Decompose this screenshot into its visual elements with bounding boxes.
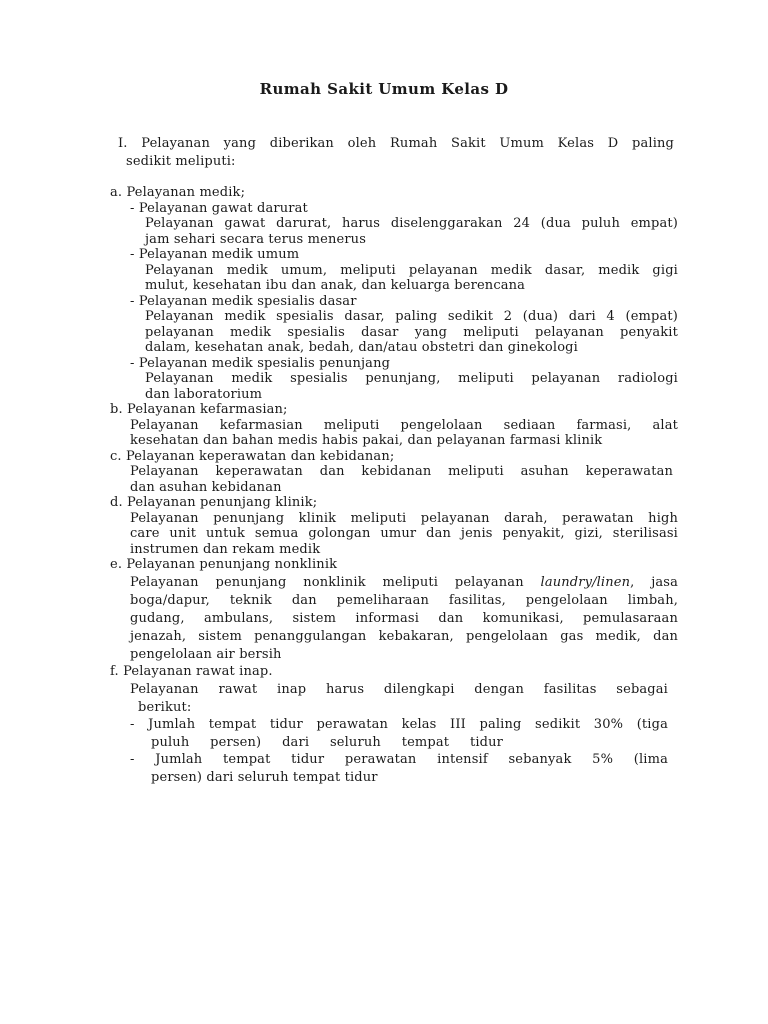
- item-e-text-2: boga/dapur, teknik dan pemeliharaan fasilitas, pengelolaan limbah,: [130, 593, 678, 608]
- item-a-sub-2-text-1: Pelayanan medik umum, meliputi pelayanan medik dasar, medik gigi: [145, 263, 678, 278]
- item-b-text-2: kesehatan dan bahan medis habis pakai, dan pelayanan farmasi klinik: [130, 433, 603, 448]
- item-f-bullet-1-line-2: puluh persen) dari seluruh tempat tidur: [151, 735, 503, 750]
- item-f-bullet-2-line-2: persen) dari seluruh tempat tidur: [151, 770, 378, 785]
- item-a-heading: a. Pelayanan medik;: [110, 185, 246, 200]
- item-f-bullet-1-line-1: - Jumlah tempat tidur perawatan kelas III paling sedikit 30% (tiga: [130, 717, 668, 732]
- item-c-text-2: dan asuhan kebidanan: [130, 480, 282, 495]
- item-a-sub-1-heading: - Pelayanan gawat darurat: [130, 201, 308, 216]
- intro-line-1: I. Pelayanan yang diberikan oleh Rumah Sakit Umum Kelas D paling: [118, 136, 674, 151]
- intro-line-2: sedikit meliputi:: [126, 154, 236, 169]
- item-e-text-3: gudang, ambulans, sistem informasi dan komunikasi, pemulasaraan: [130, 611, 678, 626]
- item-d-text-2: care unit untuk semua golongan umur dan jenis penyakit, gizi, sterilisasi: [130, 526, 678, 541]
- item-e-heading: e. Pelayanan penunjang nonklinik: [110, 557, 338, 572]
- item-e-text-5: pengelolaan air bersih: [130, 647, 282, 662]
- item-a-sub-1-text-1: Pelayanan gawat darurat, harus diselenggarakan 24 (dua puluh empat): [145, 216, 678, 231]
- item-a-sub-3-text-2: pelayanan medik spesialis dasar yang meliputi pelayanan penyakit: [145, 325, 678, 340]
- item-a-sub-4-text-1: Pelayanan medik spesialis penunjang, meliputi pelayanan radiologi: [145, 371, 678, 386]
- item-f-text-1: Pelayanan rawat inap harus dilengkapi dengan fasilitas sebagai: [130, 682, 668, 697]
- item-a-sub-3-heading: - Pelayanan medik spesialis dasar: [130, 294, 357, 309]
- item-e-text-4: jenazah, sistem penanggulangan kebakaran, pengelolaan gas medik, dan: [130, 629, 678, 644]
- item-d-heading: d. Pelayanan penunjang klinik;: [110, 495, 318, 510]
- item-a-sub-3-text-3: dalam, kesehatan anak, bedah, dan/atau obstetri dan ginekologi: [145, 340, 578, 355]
- item-a-sub-4-heading: - Pelayanan medik spesialis penunjang: [130, 356, 391, 371]
- item-e-text-1: [130, 575, 678, 590]
- item-f-bullet-2-line-1: - Jumlah tempat tidur perawatan intensif sebanyak 5% (lima: [130, 752, 668, 767]
- item-d-text-1: Pelayanan penunjang klinik meliputi pelayanan darah, perawatan high: [130, 511, 678, 526]
- item-a-sub-2-text-2: mulut, kesehatan ibu dan anak, dan keluarga berencana: [145, 278, 526, 293]
- item-c-heading: c. Pelayanan keperawatan dan kebidanan;: [110, 449, 395, 464]
- item-b-heading: b. Pelayanan kefarmasian;: [110, 402, 288, 417]
- item-e-text-1-italic: laundry/linen: [540, 575, 631, 590]
- item-c-text-1: Pelayanan keperawatan dan kebidanan meliputi asuhan keperawatan: [130, 464, 673, 479]
- item-d-text-3: instrumen dan rekam medik: [130, 542, 321, 557]
- item-b-text-1: Pelayanan kefarmasian meliputi pengelolaan sediaan farmasi, alat: [130, 418, 678, 433]
- item-a-sub-1-text-2: jam sehari secara terus menerus: [145, 232, 367, 247]
- item-f-heading: f. Pelayanan rawat inap.: [110, 664, 273, 679]
- item-e-text-1-tail: , jasa: [630, 575, 678, 590]
- item-a-sub-3-text-1: Pelayanan medik spesialis dasar, paling sedikit 2 (dua) dari 4 (empat): [145, 309, 678, 324]
- item-a-sub-2-heading: - Pelayanan medik umum: [130, 247, 300, 262]
- item-f-text-2: berikut:: [138, 700, 192, 715]
- item-e-text-1-lead: Pelayanan penunjang nonklinik meliputi pelayanan: [130, 575, 524, 590]
- item-a-sub-4-text-2: dan laboratorium: [145, 387, 263, 402]
- page-title: Rumah Sakit Umum Kelas D: [259, 80, 509, 98]
